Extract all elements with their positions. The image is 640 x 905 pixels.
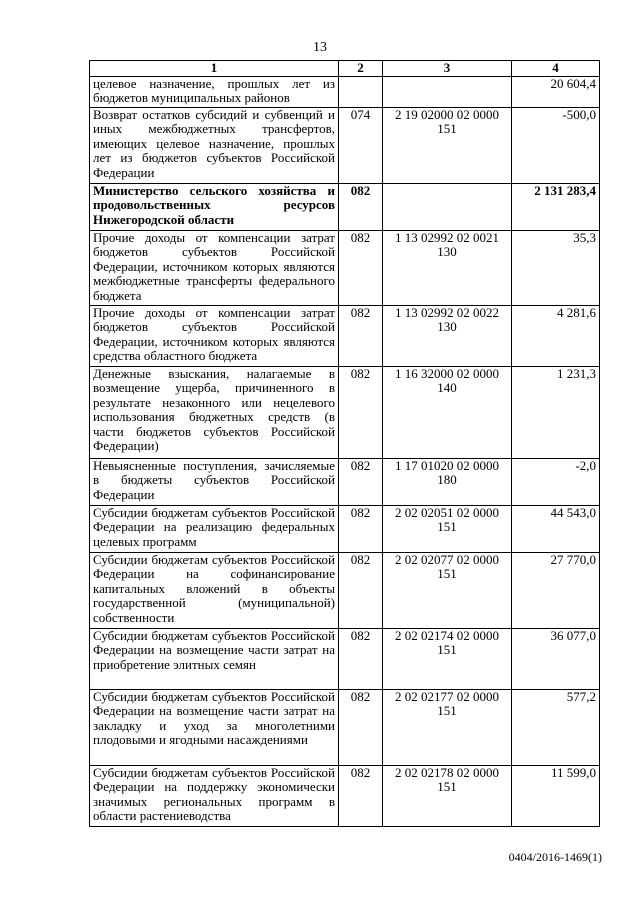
table-row-ministry [90, 184, 600, 231]
row-amount: 35,3 [512, 231, 600, 306]
column-header-2: 2 [339, 61, 383, 77]
row-description: Субсидии бюджетам субъектов Российской Федерации на возмещение части затрат на закладку и уход за многолетними плодовыми и ягодными насаждениями [90, 690, 339, 766]
row-budget-code: 2 02 02051 02 0000 151 [383, 506, 512, 553]
row-admin-code: 082 [339, 506, 383, 553]
row-budget-code: 1 13 02992 02 0022 130 [383, 306, 512, 367]
table-row [90, 108, 600, 184]
row-amount: 20 604,4 [512, 77, 600, 108]
table-row [90, 367, 600, 459]
row-admin-code: 082 [339, 459, 383, 506]
table-row [90, 629, 600, 690]
row-budget-code: 1 17 01020 02 0000 180 [383, 459, 512, 506]
row-budget-code [383, 184, 512, 231]
row-budget-code: 2 02 02178 02 0000 151 [383, 766, 512, 827]
row-amount: 36 077,0 [512, 629, 600, 690]
row-admin-code: 082 [339, 184, 383, 231]
row-budget-code [383, 77, 512, 108]
row-budget-code: 2 02 02174 02 0000 151 [383, 629, 512, 690]
row-amount: -2,0 [512, 459, 600, 506]
row-admin-code: 082 [339, 231, 383, 306]
row-admin-code: 074 [339, 108, 383, 184]
column-header-1: 1 [90, 61, 339, 77]
row-budget-code: 2 02 02077 02 0000 151 [383, 553, 512, 629]
table-row [90, 766, 600, 827]
row-description: Возврат остатков субсидий и субвенций и иных межбюджетных трансфертов, имеющих целевое назначение, прошлых лет из бюджетов субъектов Российской Федерации [90, 108, 339, 184]
row-description: Денежные взыскания, налагаемые в возмещение ущерба, причиненного в результате незаконного или нецелевого использования бюджетных средств (в части бюджетов субъектов Российской Федерации) [90, 367, 339, 459]
row-description: Субсидии бюджетам субъектов Российской Федерации на реализацию федеральных целевых программ [90, 506, 339, 553]
row-admin-code: 082 [339, 766, 383, 827]
table-row [90, 231, 600, 306]
row-amount: -500,0 [512, 108, 600, 184]
row-description: Субсидии бюджетам субъектов Российской Федерации на возмещение части затрат на приобретение элитных семян [90, 629, 339, 690]
table-row [90, 553, 600, 629]
row-admin-code: 082 [339, 629, 383, 690]
row-amount: 2 131 283,4 [512, 184, 600, 231]
column-header-4: 4 [512, 61, 600, 77]
row-admin-code [339, 77, 383, 108]
row-amount: 11 599,0 [512, 766, 600, 827]
row-description: Субсидии бюджетам субъектов Российской Федерации на поддержку экономически значимых региональных программ в области растениеводства [90, 766, 339, 827]
row-description: Субсидии бюджетам субъектов Российской Федерации на софинансирование капитальных вложений в объекты государственной (муниципальной) собственности [90, 553, 339, 629]
row-amount: 44 543,0 [512, 506, 600, 553]
row-description: целевое назначение, прошлых лет из бюджетов муниципальных районов [90, 77, 339, 108]
page-number: 13 [313, 40, 327, 55]
row-description: Невыясненные поступления, зачисляемые в бюджеты субъектов Российской Федерации [90, 459, 339, 506]
row-budget-code: 2 02 02177 02 0000 151 [383, 690, 512, 766]
row-admin-code: 082 [339, 553, 383, 629]
row-budget-code: 1 16 32000 02 0000 140 [383, 367, 512, 459]
row-admin-code: 082 [339, 690, 383, 766]
row-admin-code: 082 [339, 306, 383, 367]
row-description: Министерство сельского хозяйства и продовольственных ресурсов Нижегородской области [90, 184, 339, 231]
row-description: Прочие доходы от компенсации затрат бюджетов субъектов Российской Федерации, источником которых являются межбюджетные трансферты федерального бюджета [90, 231, 339, 306]
table-row [90, 506, 600, 553]
row-amount: 4 281,6 [512, 306, 600, 367]
table-header-row [90, 61, 600, 77]
table-row [90, 77, 600, 108]
revenue-table [89, 60, 600, 827]
row-budget-code: 2 19 02000 02 0000 151 [383, 108, 512, 184]
table-row [90, 690, 600, 766]
column-header-3: 3 [383, 61, 512, 77]
row-admin-code: 082 [339, 367, 383, 459]
row-budget-code: 1 13 02992 02 0021 130 [383, 231, 512, 306]
table-row [90, 306, 600, 367]
row-description: Прочие доходы от компенсации затрат бюджетов субъектов Российской Федерации, источником которых являются средства областного бюджета [90, 306, 339, 367]
document-reference: 0404/2016-1469(1) [508, 850, 602, 864]
row-amount: 27 770,0 [512, 553, 600, 629]
table-row [90, 459, 600, 506]
row-amount: 577,2 [512, 690, 600, 766]
row-amount: 1 231,3 [512, 367, 600, 459]
